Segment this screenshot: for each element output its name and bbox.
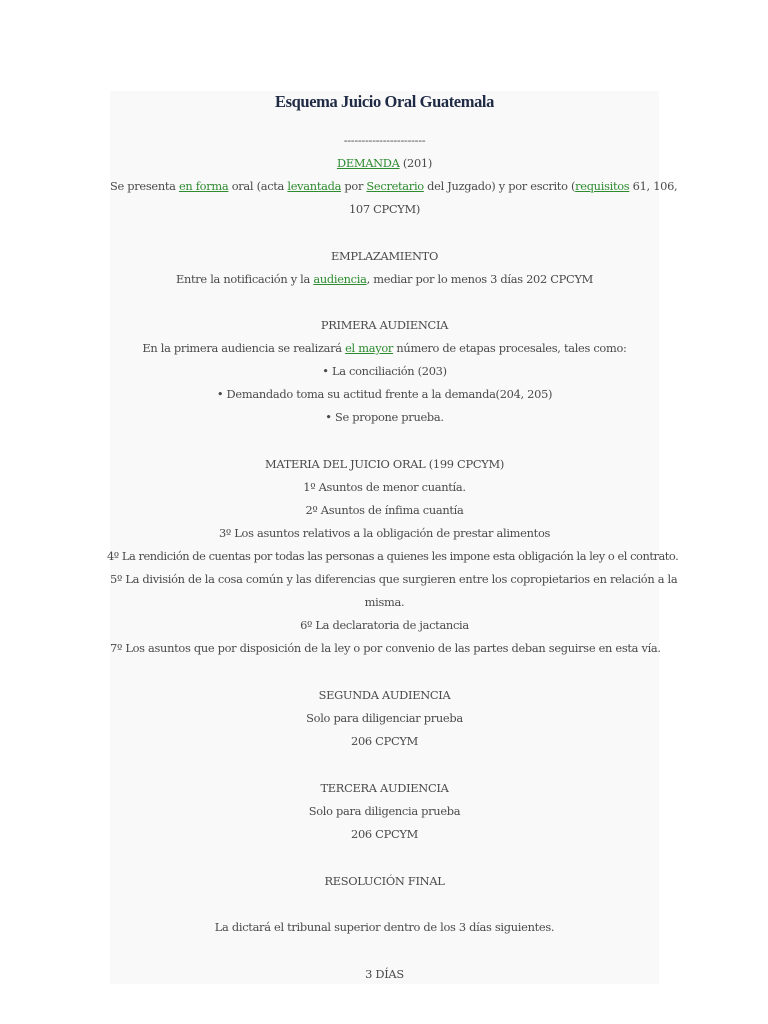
tercera-audiencia-text: Solo para diligencia prueba <box>308 804 461 818</box>
demanda-heading <box>110 155 659 171</box>
list-item: 4º La rendición de cuentas por todas las personas a quienes les impone esta obligación la ley o el contrato. <box>107 549 679 563</box>
list-item: • Demandado toma su actitud frente a la demanda(204, 205) <box>216 387 553 401</box>
emplazamiento-text-part: , mediar por lo menos 3 días 202 CPCYM <box>366 272 594 286</box>
list-item: misma. <box>364 595 405 609</box>
demanda-text: Se presenta <box>110 179 179 193</box>
resolucion-final-heading: RESOLUCIÓN FINAL <box>324 874 445 888</box>
demanda-text: del Juzgado) y por escrito ( <box>423 179 576 193</box>
primera-audiencia-heading: PRIMERA AUDIENCIA <box>320 318 449 332</box>
list-item: 7º Los asuntos que por disposición de la ley o por convenio de las partes deban seguirse en esta vía. <box>110 641 661 655</box>
emplazamiento-text <box>110 271 659 287</box>
demanda-text: por <box>341 179 367 193</box>
list-item: 3º Los asuntos relativos a la obligación de prestar alimentos <box>218 526 551 540</box>
segunda-audiencia-text: Solo para diligenciar prueba <box>306 711 463 725</box>
en-forma-link[interactable]: en forma <box>178 179 229 193</box>
segunda-audiencia-heading: SEGUNDA AUDIENCIA <box>318 688 451 702</box>
document-page <box>107 91 679 984</box>
materia-heading: MATERIA DEL JUICIO ORAL (199 CPCYM) <box>265 457 504 471</box>
tres-dias-label: 3 DÍAS <box>365 967 404 981</box>
list-item: 2º Asuntos de ínfima cuantía <box>305 503 464 517</box>
segunda-audiencia-ref: 206 CPCYM <box>351 734 418 748</box>
secretario-link[interactable]: Secretario <box>366 179 424 193</box>
primera-text-part: En la primera audiencia se realizará <box>142 341 346 355</box>
demanda-line-1 <box>110 178 678 194</box>
tercera-audiencia-ref: 206 CPCYM <box>351 827 418 841</box>
list-item: 5º La división de la cosa común y las diferencias que surgieren entre los copropietarios en relación a la <box>110 572 678 586</box>
demanda-link[interactable]: DEMANDA <box>336 156 400 170</box>
audiencia-link[interactable]: audiencia <box>313 272 367 286</box>
emplazamiento-text-part: Entre la notificación y la <box>175 272 314 286</box>
demanda-text: 61, 106, <box>629 179 678 193</box>
el-mayor-link[interactable]: el mayor <box>345 341 394 355</box>
primera-text-part: número de etapas procesales, tales como: <box>393 341 627 355</box>
requisitos-link[interactable]: requisitos <box>575 179 630 193</box>
demanda-line-2: 107 CPCYM) <box>348 202 421 216</box>
emplazamiento-heading: EMPLAZAMIENTO <box>330 249 439 263</box>
list-item: 1º Asuntos de menor cuantía. <box>303 480 466 494</box>
demanda-text: oral (acta <box>228 179 288 193</box>
separator-line: ----------------------- <box>343 133 426 147</box>
tercera-audiencia-heading: TERCERA AUDIENCIA <box>320 781 449 795</box>
list-item: • La conciliación (203) <box>322 364 447 378</box>
list-item: • Se propone prueba. <box>325 410 444 424</box>
levantada-link[interactable]: levantada <box>287 179 342 193</box>
document-title: Esquema Juicio Oral Guatemala <box>275 92 494 111</box>
resolucion-final-text: La dictará el tribunal superior dentro de los 3 días siguientes. <box>214 920 555 934</box>
demanda-ref: (201) <box>399 156 432 170</box>
list-item: 6º La declaratoria de jactancia <box>300 618 469 632</box>
primera-audiencia-text <box>110 340 659 356</box>
